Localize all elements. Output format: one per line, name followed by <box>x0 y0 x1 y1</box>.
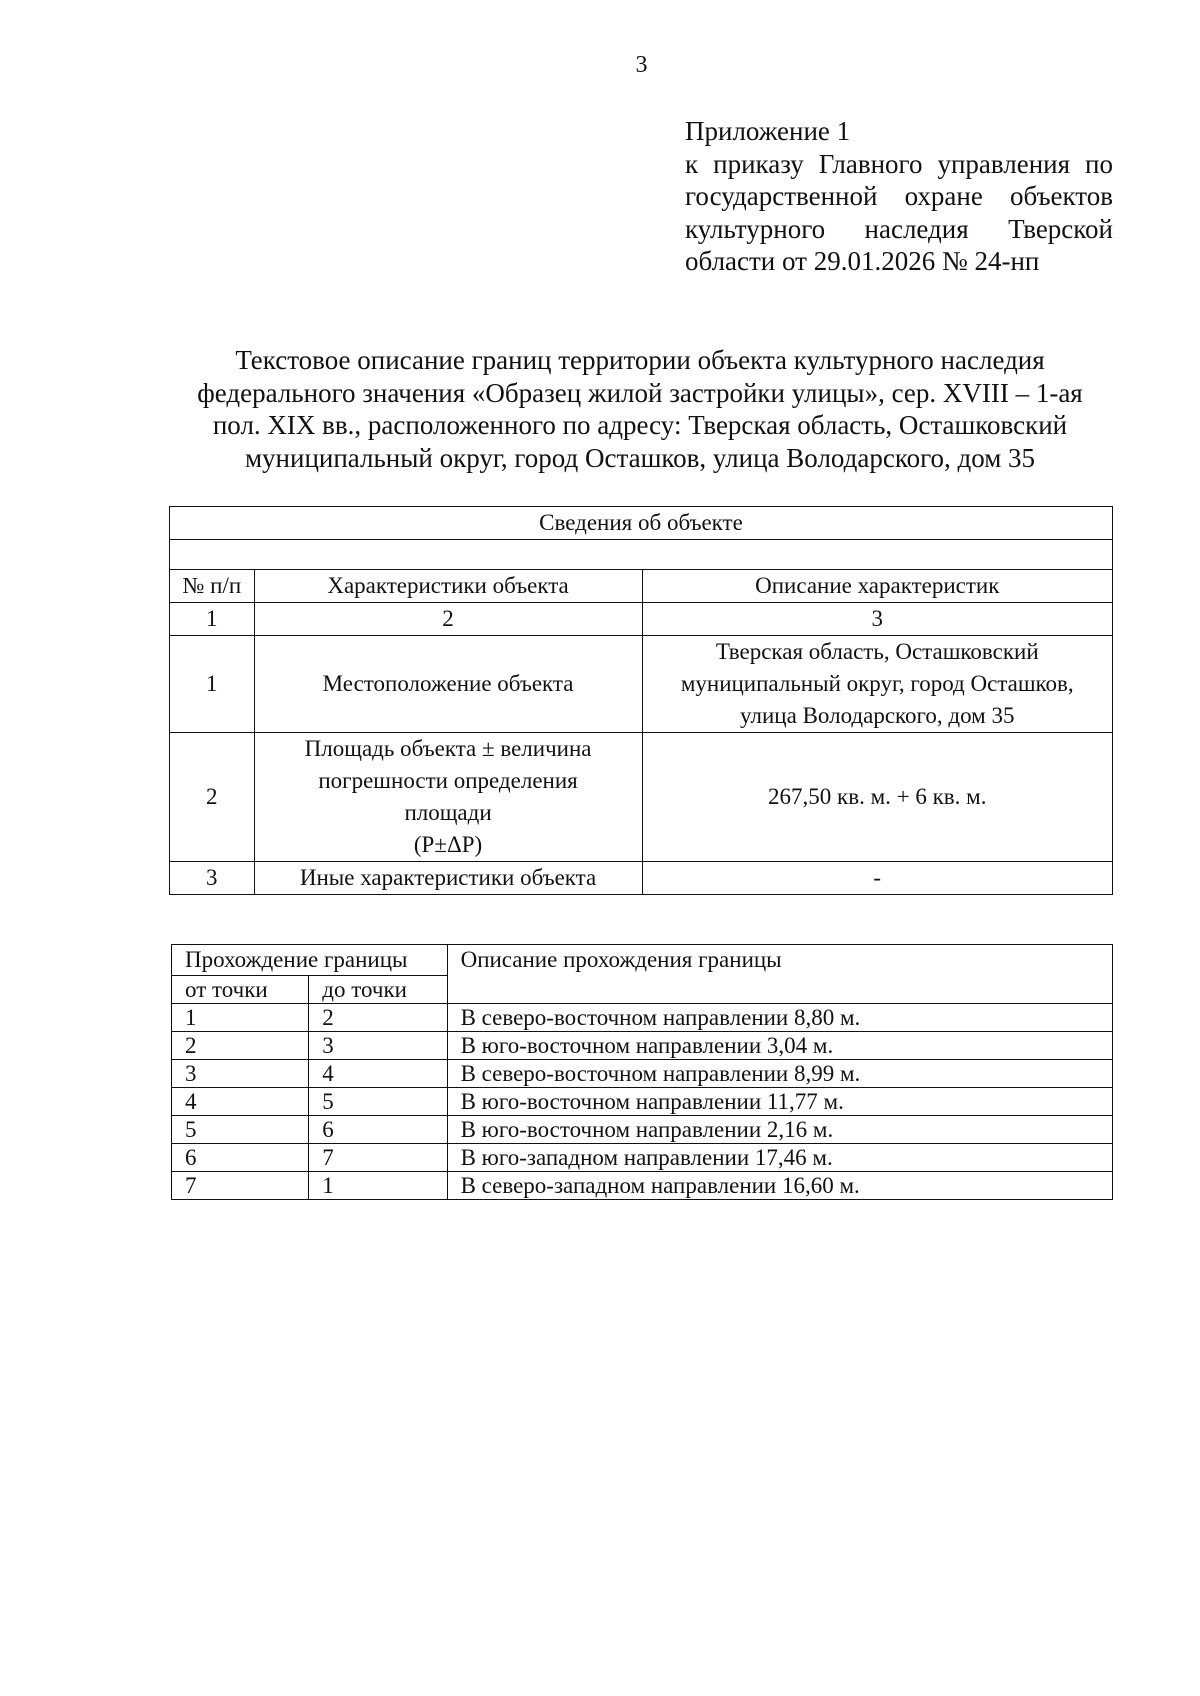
to-point: 7 <box>309 1144 447 1172</box>
table-row <box>172 1004 1113 1032</box>
from-point: 3 <box>172 1060 309 1088</box>
text-line: Иные характеристики объекта <box>299 865 597 890</box>
row-characteristic <box>254 636 642 733</box>
annex-line: к приказу Главного управления по <box>685 148 1113 179</box>
row-description <box>642 733 1112 862</box>
column-number: 2 <box>254 603 642 636</box>
title-line: пол. XIX вв., расположенного по адресу: Тверская область, Осташковский <box>212 410 1068 440</box>
annex-line: культурного наследия Тверской <box>685 213 1113 244</box>
table-row <box>172 1172 1113 1200</box>
table-row <box>170 733 1113 862</box>
border-passage-table <box>171 944 1113 1200</box>
from-point: 6 <box>172 1144 309 1172</box>
from-point: 2 <box>172 1032 309 1060</box>
column-number: 3 <box>642 603 1112 636</box>
to-point: 4 <box>309 1060 447 1088</box>
column-header: Описание характеристик <box>642 570 1112 603</box>
annex-block <box>685 115 1113 278</box>
column-header-row <box>170 570 1113 603</box>
table-row <box>172 1144 1113 1172</box>
row-number: 1 <box>170 636 255 733</box>
passage-description: В юго-восточном направлении 2,16 м. <box>447 1116 1112 1144</box>
column-header: Характеристики объекта <box>254 570 642 603</box>
table-row <box>170 862 1113 895</box>
from-header: от точки <box>172 976 309 1004</box>
section-title-row <box>170 507 1113 540</box>
text-line: (Р±ΔР) <box>413 832 483 857</box>
from-point: 4 <box>172 1088 309 1116</box>
column-header: № п/п <box>170 570 255 603</box>
empty-cell <box>170 540 1113 570</box>
annex-line: государственной охране объектов <box>685 181 1113 211</box>
empty-row <box>170 540 1113 570</box>
table-row <box>170 636 1113 733</box>
border-header-row <box>172 945 1113 976</box>
to-point: 6 <box>309 1116 447 1144</box>
passage-description: В юго-восточном направлении 11,77 м. <box>447 1088 1112 1116</box>
to-point: 1 <box>309 1172 447 1200</box>
object-info-table <box>169 506 1113 895</box>
text-line: площади <box>404 800 492 825</box>
passage-description: В северо-восточном направлении 8,99 м. <box>447 1060 1112 1088</box>
annex-line: области от 29.01.2026 № 24-нп <box>685 246 1040 276</box>
row-characteristic <box>254 862 642 895</box>
text-line: муниципальный округ, город Осташков, <box>680 671 1074 696</box>
table-row <box>172 1116 1113 1144</box>
from-point: 5 <box>172 1116 309 1144</box>
to-point: 2 <box>309 1004 447 1032</box>
passage-header: Прохождение границы <box>172 945 448 976</box>
document-title <box>160 344 1120 474</box>
column-number-row <box>170 603 1113 636</box>
passage-description: В юго-западном направлении 17,46 м. <box>447 1144 1112 1172</box>
text-line: улица Володарского, дом 35 <box>740 703 1015 728</box>
to-point: 3 <box>309 1032 447 1060</box>
text-line: погрешности определения <box>318 768 578 793</box>
text-line: Площадь объекта ± величина <box>304 736 592 761</box>
description-header: Описание прохождения границы <box>447 945 1112 1004</box>
page-number: 3 <box>635 52 648 78</box>
passage-description: В северо-западном направлении 16,60 м. <box>447 1172 1112 1200</box>
text-line: - <box>873 865 882 890</box>
row-number: 3 <box>170 862 255 895</box>
text-line: Местоположение объекта <box>322 671 574 696</box>
text-line: 267,50 кв. м. + 6 кв. м. <box>768 784 987 809</box>
column-number: 1 <box>170 603 255 636</box>
passage-description: В северо-восточном направлении 8,80 м. <box>447 1004 1112 1032</box>
text-line: Тверская область, Осташковский <box>715 639 1039 664</box>
passage-description: В юго-восточном направлении 3,04 м. <box>447 1032 1112 1060</box>
row-number: 2 <box>170 733 255 862</box>
title-line: муниципальный округ, город Осташков, улица Володарского, дом 35 <box>244 442 1036 473</box>
row-characteristic <box>254 733 642 862</box>
title-line: Текстовое описание границ территории объекта культурного наследия <box>235 345 1045 375</box>
from-point: 1 <box>172 1004 309 1032</box>
table-row <box>172 1032 1113 1060</box>
to-header: до точки <box>309 976 447 1004</box>
table-row <box>172 1060 1113 1088</box>
annex-line: Приложение 1 <box>685 116 851 146</box>
table-row <box>172 1088 1113 1116</box>
from-point: 7 <box>172 1172 309 1200</box>
section-title: Сведения об объекте <box>170 507 1113 540</box>
row-description <box>642 636 1112 733</box>
row-description <box>642 862 1112 895</box>
to-point: 5 <box>309 1088 447 1116</box>
title-line: федерального значения «Образец жилой застройки улицы», сер. XVIII – 1-ая <box>197 377 1083 408</box>
